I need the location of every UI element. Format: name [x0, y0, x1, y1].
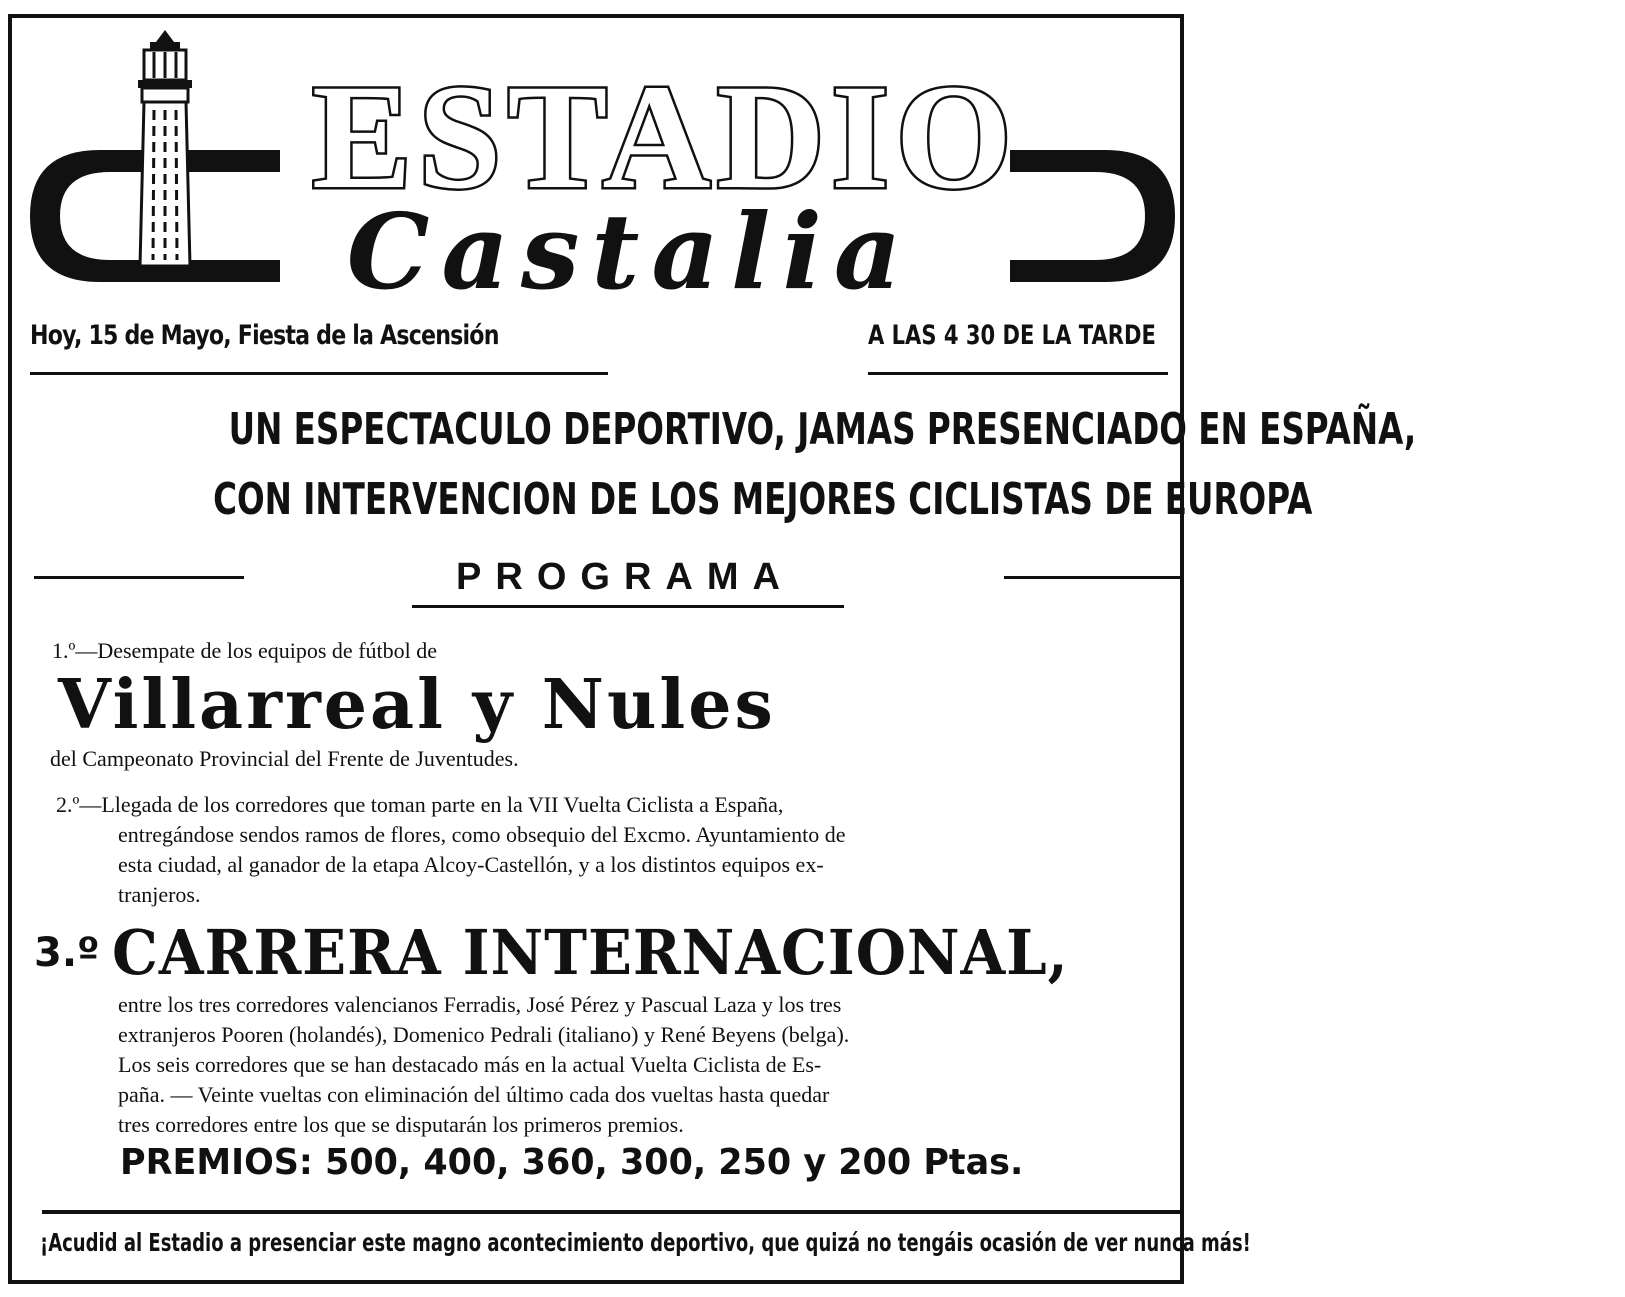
item3-number: 3.º [34, 930, 100, 976]
footer-slogan: ¡Acudid al Estadio a presenciar este magno acontecimiento deportivo, que quizá no tengáis ocasión de ver nunca más! [40, 1228, 1251, 1257]
item2-line-1: 2.º—Llegada de los corredores que toman parte en la VII Vuelta Ciclista a España, [56, 792, 784, 817]
date-underline-left [30, 372, 608, 375]
item3-line-5: tres corredores entre los que se disputarán los primeros premios. [118, 1112, 684, 1137]
time-underline-right [868, 372, 1168, 375]
item1-intro: 1.º—Desempate de los equipos de fútbol de [52, 638, 438, 663]
item3-line-2: extranjeros Pooren (holandés), Domenico Pedrali (italiano) y René Beyens (belga). [118, 1022, 850, 1047]
footer-rule-top [42, 1210, 1180, 1214]
item3-line-1: entre los tres corredores valencianos Ferradis, José Pérez y Pascual Laza y los tres [118, 992, 842, 1017]
prizes-line: PREMIOS: 500, 400, 360, 300, 250 y 200 Ptas. [120, 1142, 1024, 1183]
item3-line-3: Los seis corredores que se han destacado más en la actual Vuelta Ciclista de Es- [118, 1052, 822, 1077]
item2-line-2: entregándose sendos ramos de flores, como obsequio del Excmo. Ayuntamiento de [118, 822, 846, 847]
headline-line-1: UN ESPECTACULO DEPORTIVO, JAMAS PRESENCIADO EN ESPAÑA, [228, 404, 1417, 455]
headline-line-2: CON INTERVENCION DE LOS MEJORES CICLISTAS DE EUROPA [213, 474, 1313, 525]
masthead-title: ESTADIO [311, 54, 1019, 220]
programa-title: PROGRAMA [456, 556, 794, 598]
item2-line-4: tranjeros. [118, 882, 201, 907]
item1-detail: del Campeonato Provincial del Frente de Juventudes. [50, 746, 519, 771]
item3-title: CARRERA INTERNACIONAL, [112, 916, 1069, 989]
programa-underline [412, 605, 844, 608]
item2-line-3: esta ciudad, al ganador de la etapa Alcoy-Castellón, y a los distintos equipos ex- [118, 852, 824, 877]
item3-line-4: paña. — Veinte vueltas con eliminación del último cada dos vueltas hasta quedar [118, 1082, 830, 1107]
programa-rule-right [1004, 576, 1180, 579]
event-time: A LAS 4 30 DE LA TARDE [868, 320, 1156, 351]
programa-rule-left [34, 576, 244, 579]
item1-teams: Villarreal y Nules [58, 665, 776, 745]
event-date: Hoy, 15 de Mayo, Fiesta de la Ascensión [30, 320, 499, 351]
masthead-subtitle: Castalia [346, 190, 914, 313]
lighthouse-tower-icon [130, 30, 200, 270]
